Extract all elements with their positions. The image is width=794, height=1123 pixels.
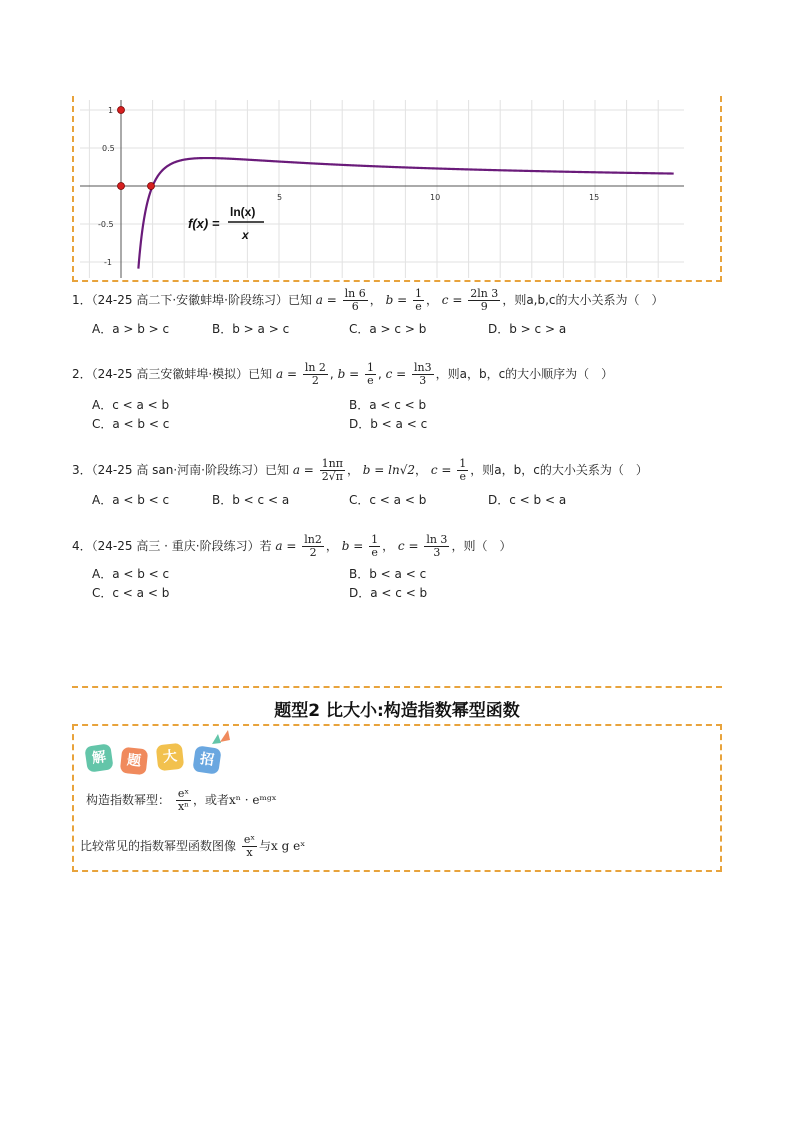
badge-ti: 题 (120, 747, 149, 776)
q1-option-b[interactable]: B．b > a > c (212, 322, 290, 336)
y-tick-neg1: -1 (104, 258, 112, 267)
q4-c-fraction: $\frac{\ln 3}{3}$ (426, 533, 448, 559)
x-tick-15: 15 (589, 193, 600, 202)
y-tick-0.5: 0.5 (102, 144, 115, 153)
q2-source: （24-25 高三安徽蚌埠·模拟）已知 (91, 367, 273, 381)
q3-tail: ，则a，b，c的大小关系为（ ） (470, 463, 648, 477)
q1-c-fraction: $\frac{2\ln 3}{9}$ (470, 287, 499, 313)
q1-tail: ，则a,b,c的大小关系为（ ） (502, 293, 664, 307)
tip-line-1: 构造指数幂型： $\frac{\text{eˣ}}{\text{xⁿ}}$ ，或者xⁿ · eᵐᵍˣ (86, 787, 277, 813)
question-1: 1．（24-25 高二下·安徽蚌埠·阶段练习）已知 a = $\frac{\ln 6}{6}$ ， b = $\frac{1}{e}$ ， c = $\frac{2\ln 3}{9}$ ，则a,b,c的大小关系为（ ） (72, 287, 664, 313)
q4-b-fraction: $\frac{1}{e}$ (371, 533, 379, 559)
q4-a-fraction: $\frac{\ln 2}{2}$ (304, 533, 322, 559)
y-tick-1: 1 (108, 106, 114, 115)
tip-line-2: 比较常见的指数幂型函数图像 $\frac{\text{eˣ}}{x}$ 与x g eˣ (80, 833, 306, 859)
q3-option-d[interactable]: D．c < b < a (488, 493, 567, 507)
q4-number: 4． (72, 539, 92, 553)
q2-option-b[interactable]: B．a < c < b (349, 398, 427, 412)
q3-number: 3． (72, 463, 92, 477)
badge-zhao: 招 (192, 745, 221, 774)
q1-option-a[interactable]: A．a > b > c (92, 322, 170, 336)
q3-option-c[interactable]: C．c < a < b (349, 493, 427, 507)
q2-b-fraction: $\frac{1}{e}$ (366, 361, 374, 387)
q4-source: （24-25 高三 · 重庆·阶段练习）若 (91, 539, 272, 553)
q4-option-d[interactable]: D．a < c < b (349, 586, 428, 600)
badge-jie: 解 (84, 743, 113, 772)
grid (80, 100, 684, 278)
x-tick-5: 5 (277, 193, 283, 202)
q3-a-fraction: $\frac{1n\pi}{2√\pi}$ (321, 457, 343, 483)
point-1-0 (148, 183, 155, 190)
question-3: 3．（24-25 高 san·河南·阶段练习）已知 a = $\frac{1n\pi}{2√\pi}$ ， b = ln√2， c = $\frac{1}{e}$ ，则a，b，c的大小关系为（ ） (72, 457, 648, 483)
function-denominator: x (242, 228, 249, 242)
q2-number: 2． (72, 367, 92, 381)
point-origin (118, 183, 125, 190)
q2-option-a[interactable]: A．c < a < b (92, 398, 170, 412)
q1-option-d[interactable]: D．b > c > a (488, 322, 567, 336)
q4-option-a[interactable]: A．a < b < c (92, 567, 170, 581)
function-graph (80, 100, 684, 278)
q3-b-expr: b = ln√2 (362, 463, 416, 477)
q2-tail: ，则a，b，c的大小顺序为（ ） (435, 367, 614, 381)
tip-line-2-fraction: $\frac{\text{eˣ}}{x}$ (243, 833, 256, 859)
q2-option-d[interactable]: D．b < a < c (349, 417, 428, 431)
function-curve (138, 158, 673, 269)
q1-number: 1． (72, 293, 92, 307)
q1-a-fraction: $\frac{\ln 6}{6}$ (344, 287, 366, 313)
function-numerator: ln(x) (230, 205, 256, 219)
q2-option-c[interactable]: C．a < b < c (92, 417, 170, 431)
point-0-1 (118, 107, 125, 114)
q3-source: （24-25 高 san·河南·阶段练习）已知 (91, 463, 289, 477)
q1-option-c[interactable]: C．a > c > b (349, 322, 427, 336)
q2-c-fraction: $\frac{\ln 3}{3}$ (414, 361, 432, 387)
q3-option-b[interactable]: B．b < c < a (212, 493, 290, 507)
q3-c-fraction: $\frac{1}{e}$ (459, 457, 467, 483)
function-label: f(x) = (188, 216, 220, 231)
sparkle-icon (210, 728, 234, 746)
x-tick-10: 10 (430, 193, 441, 202)
q1-b-fraction: $\frac{1}{e}$ (414, 287, 422, 313)
section-divider (72, 686, 722, 688)
q4-option-c[interactable]: C．c < a < b (92, 586, 170, 600)
q2-a-fraction: $\frac{\ln 2}{2}$ (304, 361, 326, 387)
tip-line-1-fraction: $\frac{\text{eˣ}}{\text{xⁿ}}$ (177, 787, 190, 813)
q4-tail: ，则（ ） (451, 539, 512, 553)
y-tick-neg0.5: -0.5 (98, 220, 114, 229)
q1-source: （24-25 高二下·安徽蚌埠·阶段练习）已知 (91, 293, 312, 307)
q3-option-a[interactable]: A．a < b < c (92, 493, 170, 507)
question-4: 4．（24-25 高三 · 重庆·阶段练习）若 a = $\frac{\ln 2}{2}$ ， b = $\frac{1}{e}$ ， c = $\frac{\ln 3}{3}$ ，则（ ） (72, 533, 512, 559)
q4-option-b[interactable]: B．b < a < c (349, 567, 427, 581)
badge-da: 大 (156, 743, 185, 772)
section-title: 题型2 比大小:构造指数幂型函数 (274, 701, 520, 721)
question-2: 2．（24-25 高三安徽蚌埠·模拟）已知 a = $\frac{\ln 2}{2}$ , b = $\frac{1}{e}$ , c = $\frac{\ln 3}{3}$ ，则a，b，c的大小顺序为（ ） (72, 361, 614, 387)
